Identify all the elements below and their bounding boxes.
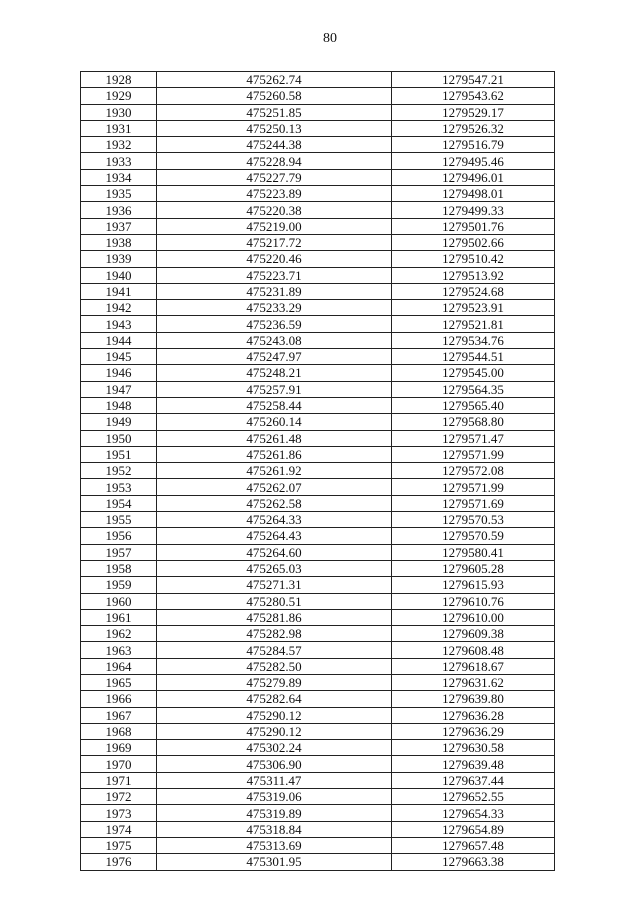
table-row	[81, 234, 555, 250]
point-number-cell: 1953	[81, 479, 157, 495]
x-coordinate-cell: 475231.89	[157, 283, 392, 299]
x-coordinate-cell: 475261.86	[157, 446, 392, 462]
point-number-cell: 1972	[81, 789, 157, 805]
x-coordinate-cell: 475264.33	[157, 512, 392, 528]
point-number-cell: 1935	[81, 186, 157, 202]
table-row	[81, 463, 555, 479]
x-coordinate-cell: 475271.31	[157, 577, 392, 593]
x-coordinate-cell: 475290.12	[157, 723, 392, 739]
table-row	[81, 707, 555, 723]
x-coordinate-cell: 475251.85	[157, 104, 392, 120]
x-coordinate-cell: 475281.86	[157, 609, 392, 625]
x-coordinate-cell: 475319.89	[157, 805, 392, 821]
table-row	[81, 528, 555, 544]
point-number-cell: 1970	[81, 756, 157, 772]
table-row	[81, 218, 555, 234]
table-row	[81, 837, 555, 853]
point-number-cell: 1965	[81, 674, 157, 690]
y-coordinate-cell: 1279610.00	[392, 609, 555, 625]
table-row	[81, 88, 555, 104]
x-coordinate-cell: 475220.46	[157, 251, 392, 267]
point-number-cell: 1948	[81, 397, 157, 413]
table-row	[81, 658, 555, 674]
y-coordinate-cell: 1279523.91	[392, 300, 555, 316]
y-coordinate-cell: 1279496.01	[392, 169, 555, 185]
table-row	[81, 691, 555, 707]
point-number-cell: 1931	[81, 120, 157, 136]
table-row	[81, 560, 555, 576]
x-coordinate-cell: 475262.07	[157, 479, 392, 495]
table-row	[81, 740, 555, 756]
table-row	[81, 137, 555, 153]
y-coordinate-cell: 1279564.35	[392, 381, 555, 397]
x-coordinate-cell: 475282.98	[157, 626, 392, 642]
x-coordinate-cell: 475264.60	[157, 544, 392, 560]
y-coordinate-cell: 1279502.66	[392, 234, 555, 250]
table-row	[81, 854, 555, 870]
table-row	[81, 104, 555, 120]
point-number-cell: 1951	[81, 446, 157, 462]
point-number-cell: 1943	[81, 316, 157, 332]
table-row	[81, 186, 555, 202]
y-coordinate-cell: 1279610.76	[392, 593, 555, 609]
x-coordinate-cell: 475284.57	[157, 642, 392, 658]
table-row	[81, 397, 555, 413]
point-number-cell: 1969	[81, 740, 157, 756]
y-coordinate-cell: 1279501.76	[392, 218, 555, 234]
x-coordinate-cell: 475313.69	[157, 837, 392, 853]
table-row	[81, 169, 555, 185]
x-coordinate-cell: 475311.47	[157, 772, 392, 788]
x-coordinate-cell: 475301.95	[157, 854, 392, 870]
y-coordinate-cell: 1279524.68	[392, 283, 555, 299]
x-coordinate-cell: 475219.00	[157, 218, 392, 234]
point-number-cell: 1933	[81, 153, 157, 169]
table-row	[81, 267, 555, 283]
table-row	[81, 479, 555, 495]
table-row	[81, 756, 555, 772]
x-coordinate-cell: 475265.03	[157, 560, 392, 576]
point-number-cell: 1961	[81, 609, 157, 625]
x-coordinate-cell: 475261.48	[157, 430, 392, 446]
point-number-cell: 1971	[81, 772, 157, 788]
y-coordinate-cell: 1279495.46	[392, 153, 555, 169]
table-row	[81, 821, 555, 837]
point-number-cell: 1949	[81, 414, 157, 430]
table-row	[81, 349, 555, 365]
y-coordinate-cell: 1279498.01	[392, 186, 555, 202]
y-coordinate-cell: 1279618.67	[392, 658, 555, 674]
y-coordinate-cell: 1279630.58	[392, 740, 555, 756]
y-coordinate-cell: 1279605.28	[392, 560, 555, 576]
y-coordinate-cell: 1279545.00	[392, 365, 555, 381]
x-coordinate-cell: 475220.38	[157, 202, 392, 218]
y-coordinate-cell: 1279547.21	[392, 72, 555, 88]
coordinates-table	[80, 71, 555, 871]
point-number-cell: 1936	[81, 202, 157, 218]
y-coordinate-cell: 1279571.99	[392, 446, 555, 462]
y-coordinate-cell: 1279521.81	[392, 316, 555, 332]
point-number-cell: 1962	[81, 626, 157, 642]
y-coordinate-cell: 1279637.44	[392, 772, 555, 788]
x-coordinate-cell: 475233.29	[157, 300, 392, 316]
y-coordinate-cell: 1279580.41	[392, 544, 555, 560]
point-number-cell: 1938	[81, 234, 157, 250]
table-row	[81, 72, 555, 88]
x-coordinate-cell: 475261.92	[157, 463, 392, 479]
table-row	[81, 495, 555, 511]
x-coordinate-cell: 475279.89	[157, 674, 392, 690]
y-coordinate-cell: 1279534.76	[392, 332, 555, 348]
point-number-cell: 1934	[81, 169, 157, 185]
point-number-cell: 1976	[81, 854, 157, 870]
point-number-cell: 1968	[81, 723, 157, 739]
table-row	[81, 772, 555, 788]
table-row	[81, 365, 555, 381]
x-coordinate-cell: 475236.59	[157, 316, 392, 332]
point-number-cell: 1973	[81, 805, 157, 821]
table-row	[81, 723, 555, 739]
table-row	[81, 789, 555, 805]
y-coordinate-cell: 1279565.40	[392, 397, 555, 413]
table-row	[81, 251, 555, 267]
table-row	[81, 332, 555, 348]
y-coordinate-cell: 1279571.69	[392, 495, 555, 511]
point-number-cell: 1957	[81, 544, 157, 560]
x-coordinate-cell: 475223.89	[157, 186, 392, 202]
table-row	[81, 153, 555, 169]
table-row	[81, 512, 555, 528]
y-coordinate-cell: 1279639.80	[392, 691, 555, 707]
table-row	[81, 577, 555, 593]
point-number-cell: 1955	[81, 512, 157, 528]
table-row	[81, 381, 555, 397]
x-coordinate-cell: 475262.58	[157, 495, 392, 511]
table-row	[81, 120, 555, 136]
table-row	[81, 300, 555, 316]
table-row	[81, 446, 555, 462]
y-coordinate-cell: 1279529.17	[392, 104, 555, 120]
y-coordinate-cell: 1279663.38	[392, 854, 555, 870]
table-row	[81, 283, 555, 299]
point-number-cell: 1954	[81, 495, 157, 511]
x-coordinate-cell: 475243.08	[157, 332, 392, 348]
point-number-cell: 1930	[81, 104, 157, 120]
y-coordinate-cell: 1279543.62	[392, 88, 555, 104]
table-row	[81, 202, 555, 218]
x-coordinate-cell: 475282.64	[157, 691, 392, 707]
y-coordinate-cell: 1279652.55	[392, 789, 555, 805]
y-coordinate-cell: 1279571.47	[392, 430, 555, 446]
table-row	[81, 316, 555, 332]
y-coordinate-cell: 1279615.93	[392, 577, 555, 593]
point-number-cell: 1960	[81, 593, 157, 609]
x-coordinate-cell: 475260.58	[157, 88, 392, 104]
table-row	[81, 593, 555, 609]
table-row	[81, 674, 555, 690]
point-number-cell: 1928	[81, 72, 157, 88]
x-coordinate-cell: 475223.71	[157, 267, 392, 283]
point-number-cell: 1947	[81, 381, 157, 397]
y-coordinate-cell: 1279654.89	[392, 821, 555, 837]
table-row	[81, 626, 555, 642]
point-number-cell: 1956	[81, 528, 157, 544]
y-coordinate-cell: 1279609.38	[392, 626, 555, 642]
y-coordinate-cell: 1279516.79	[392, 137, 555, 153]
table-row	[81, 642, 555, 658]
point-number-cell: 1964	[81, 658, 157, 674]
y-coordinate-cell: 1279499.33	[392, 202, 555, 218]
x-coordinate-cell: 475217.72	[157, 234, 392, 250]
x-coordinate-cell: 475250.13	[157, 120, 392, 136]
y-coordinate-cell: 1279526.32	[392, 120, 555, 136]
y-coordinate-cell: 1279544.51	[392, 349, 555, 365]
point-number-cell: 1963	[81, 642, 157, 658]
y-coordinate-cell: 1279570.59	[392, 528, 555, 544]
y-coordinate-cell: 1279631.62	[392, 674, 555, 690]
x-coordinate-cell: 475302.24	[157, 740, 392, 756]
x-coordinate-cell: 475280.51	[157, 593, 392, 609]
point-number-cell: 1929	[81, 88, 157, 104]
x-coordinate-cell: 475244.38	[157, 137, 392, 153]
page-number: 80	[323, 31, 337, 46]
table-row	[81, 430, 555, 446]
point-number-cell: 1958	[81, 560, 157, 576]
x-coordinate-cell: 475257.91	[157, 381, 392, 397]
point-number-cell: 1952	[81, 463, 157, 479]
point-number-cell: 1959	[81, 577, 157, 593]
y-coordinate-cell: 1279608.48	[392, 642, 555, 658]
x-coordinate-cell: 475282.50	[157, 658, 392, 674]
x-coordinate-cell: 475290.12	[157, 707, 392, 723]
coordinates-table-body	[81, 72, 555, 871]
x-coordinate-cell: 475318.84	[157, 821, 392, 837]
table-row	[81, 609, 555, 625]
x-coordinate-cell: 475319.06	[157, 789, 392, 805]
x-coordinate-cell: 475306.90	[157, 756, 392, 772]
point-number-cell: 1975	[81, 837, 157, 853]
point-number-cell: 1939	[81, 251, 157, 267]
point-number-cell: 1946	[81, 365, 157, 381]
y-coordinate-cell: 1279571.99	[392, 479, 555, 495]
point-number-cell: 1950	[81, 430, 157, 446]
x-coordinate-cell: 475258.44	[157, 397, 392, 413]
y-coordinate-cell: 1279568.80	[392, 414, 555, 430]
table-row	[81, 544, 555, 560]
point-number-cell: 1942	[81, 300, 157, 316]
x-coordinate-cell: 475228.94	[157, 153, 392, 169]
y-coordinate-cell: 1279570.53	[392, 512, 555, 528]
point-number-cell: 1967	[81, 707, 157, 723]
y-coordinate-cell: 1279510.42	[392, 251, 555, 267]
x-coordinate-cell: 475227.79	[157, 169, 392, 185]
y-coordinate-cell: 1279572.08	[392, 463, 555, 479]
x-coordinate-cell: 475248.21	[157, 365, 392, 381]
x-coordinate-cell: 475260.14	[157, 414, 392, 430]
point-number-cell: 1940	[81, 267, 157, 283]
x-coordinate-cell: 475247.97	[157, 349, 392, 365]
point-number-cell: 1944	[81, 332, 157, 348]
y-coordinate-cell: 1279636.29	[392, 723, 555, 739]
point-number-cell: 1932	[81, 137, 157, 153]
y-coordinate-cell: 1279654.33	[392, 805, 555, 821]
y-coordinate-cell: 1279657.48	[392, 837, 555, 853]
x-coordinate-cell: 475262.74	[157, 72, 392, 88]
point-number-cell: 1937	[81, 218, 157, 234]
point-number-cell: 1974	[81, 821, 157, 837]
point-number-cell: 1945	[81, 349, 157, 365]
table-row	[81, 414, 555, 430]
y-coordinate-cell: 1279639.48	[392, 756, 555, 772]
y-coordinate-cell: 1279513.92	[392, 267, 555, 283]
point-number-cell: 1966	[81, 691, 157, 707]
x-coordinate-cell: 475264.43	[157, 528, 392, 544]
point-number-cell: 1941	[81, 283, 157, 299]
table-row	[81, 805, 555, 821]
y-coordinate-cell: 1279636.28	[392, 707, 555, 723]
